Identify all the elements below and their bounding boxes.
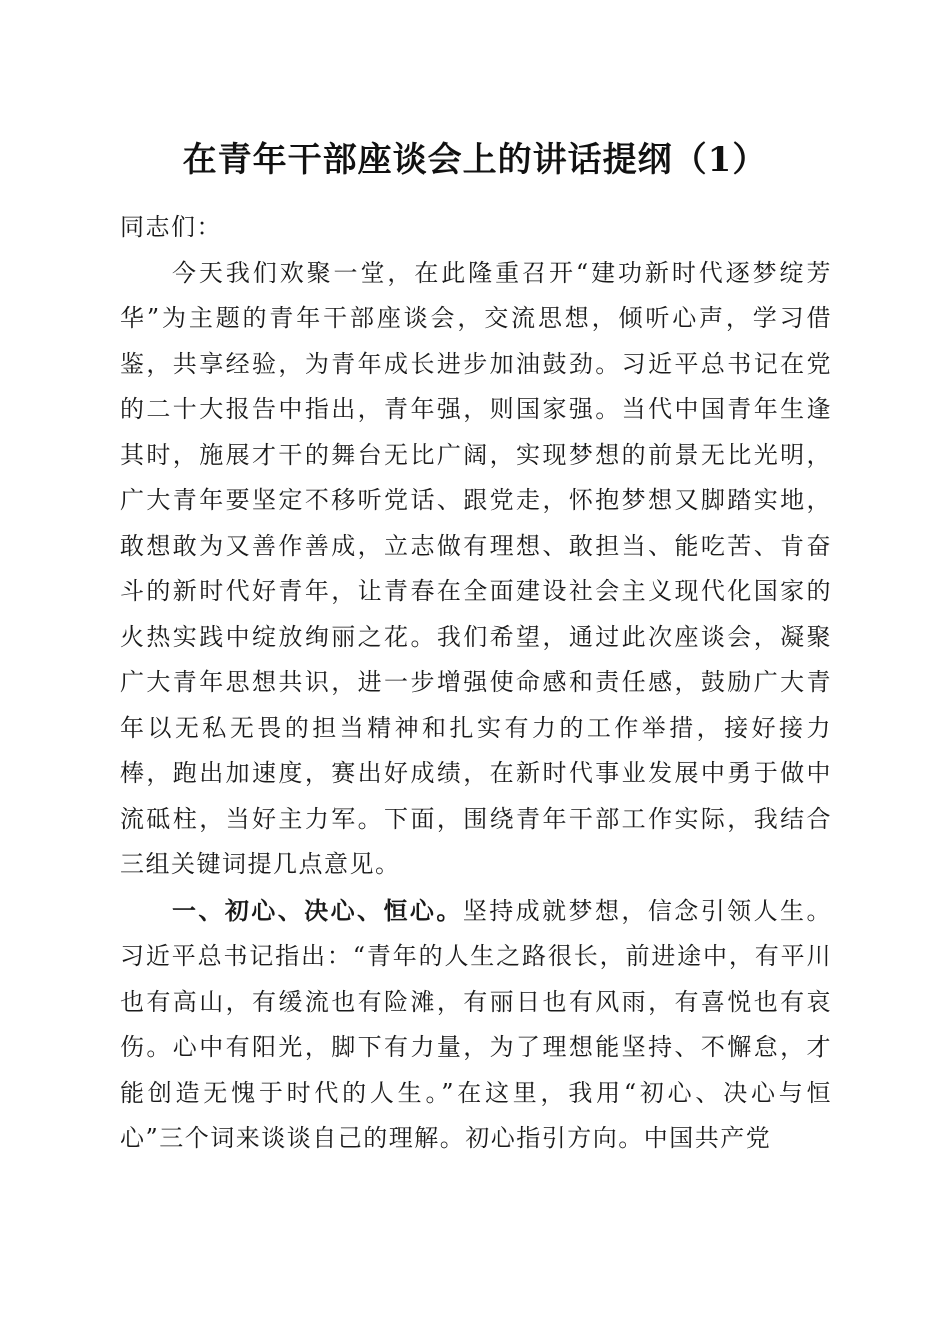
document-title: 在青年干部座谈会上的讲话提纲（1） bbox=[182, 140, 768, 180]
salutation: 同志们： bbox=[120, 213, 222, 241]
section-heading: 一、初心、决心、恒心。 bbox=[172, 895, 463, 925]
paragraph-intro: 今天我们欢聚一堂，在此隆重召开“建功新时代逐梦绽芳华”为主题的青年干部座谈会，交流思想，倾听心声，学习借鉴，共享经验，为青年成长进步加油鼓劲。习近平总书记在党的二十大报告中指出，青年强，则国家强。当代中国青年生逢其时，施展才干的舞台无比广阔，实现梦想的前景无比光明，广大青年要坚定不移听党话、跟党走，怀抱梦想又脚踏实地，敢想敢为又善作善成，立志做有理想、敢担当、能吃苦、肯奋斗的新时代好青年，让青春在全面建设社会主义现代化国家的火热实践中绽放绚丽之花。我们希望，通过此次座谈会，凝聚广大青年思想共识，进一步增强使命感和责任感，鼓励广大青年以无私无畏的担当精神和扎实有力的工作举措，接好接力棒，跑出加速度，赛出好成绩，在新时代事业发展中勇于做中流砥柱，当好主力军。下面，围绕青年干部工作实际，我结合三组关键词提几点意见。 bbox=[120, 258, 832, 878]
section-text: 坚持成就梦想，信念引领人生。习近平总书记指出：“青年的人生之路很长，前进途中，有平川也有高山，有缓流也有险滩，有丽日也有风雨，有喜悦也有哀伤。心中有阳光，脚下有力量，为了理想能坚持、不懈怠，才能创造无愧于时代的人生。”在这里，我用“初心、决心与恒心”三个词来谈谈自己的理解。初心指引方向。中国共产党 bbox=[120, 896, 832, 1152]
document-body bbox=[120, 205, 832, 1162]
paragraph-section-1 bbox=[120, 888, 832, 1162]
